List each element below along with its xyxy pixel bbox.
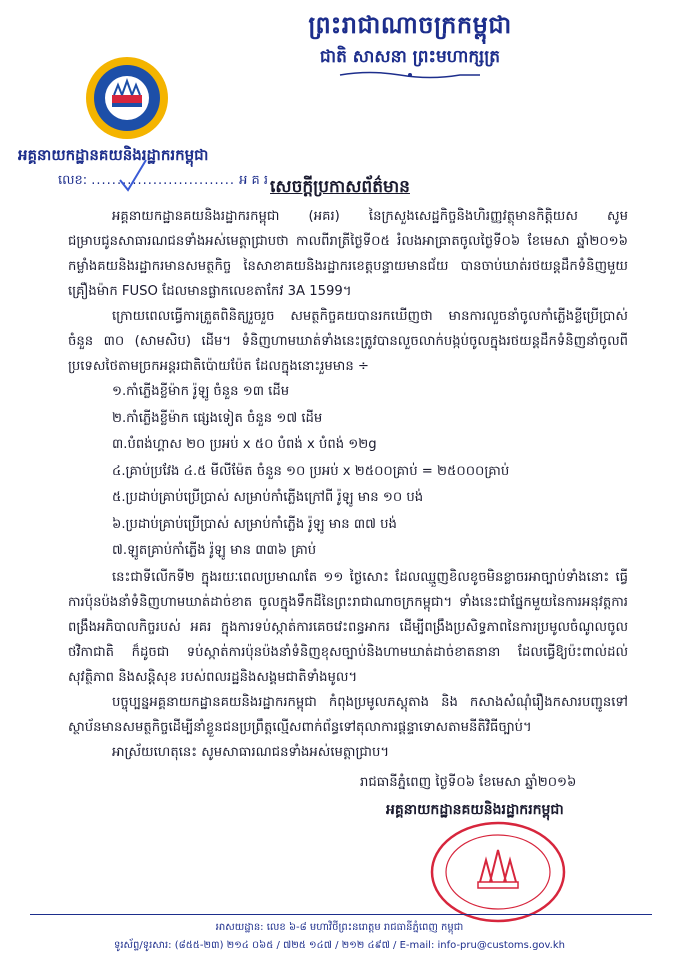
customs-logo xyxy=(84,55,170,141)
list-item: ៦.ប្រដាប់គ្រាប់ប្រើប្រាស់ សម្រាប់កាំភ្លើង រ៉ូឡូ មាន ៣៧ បង់ xyxy=(112,516,397,532)
document-body xyxy=(68,204,628,765)
organization-name: អគ្គនាយកដ្ឋានគយនិងរដ្ឋាករកម្ពុជា xyxy=(18,146,209,164)
paragraph-intro: អគ្គនាយកដ្ឋានគយនិងរដ្ឋាករកម្ពុជា (អគរ) នៃក្រសួងសេដ្ឋកិច្ចនិងហិរញ្ញវត្ថុមានកិត្តិយស សូមជម្រាបជូនសាធារណជនទាំងអស់មេត្តាជ្រាបថា កាលពីរាត្រីថ្ងៃទី០៥ រំលងអាធ្រាតចូលថ្ងៃទី០៦ ខែមេសា ឆ្នាំ២០១៦ កម្លាំងគយនិងរដ្ឋាករមានសមត្ថកិច្ច នៃសាខាគយនិងរដ្ឋាករខេត្តបន្ទាយមានជ័យ បានចាប់ឃាត់រថយន្តដឹកទំនិញមួយគ្រឿងម៉ាក FUSO ដែលមានផ្លាកលេខតាកែវ 3A 1599។ xyxy=(68,209,628,299)
ref-suffix: អ គ រ xyxy=(239,173,269,188)
place-and-date: រាជធានីភ្នំពេញ ថ្ងៃទី០៦ ខែមេសា ឆ្នាំ២០១៦ xyxy=(360,775,577,790)
paragraph-findings: ក្រោយពេលធ្វើការត្រួតពិនិត្យរួចរួច សមត្ថកិច្ចគយបានរកឃើញថា មានការលួចនាំចូលកាំភ្លើងខ្លីប្រើប្រាស់ចំនួន ៣០ (សាមសិប) ដើម។ ទំនិញហាមឃាត់ទាំងនេះត្រូវបានលួចលាក់បង្កប់ចូលក្នុងរថយន្តដឹកទំនិញនាំចូលពីប្រទេសថៃតាមច្រកអន្តរជាតិប៉ោយប៉ែត ដែលក្នុងនោះរួមមាន ÷ xyxy=(68,309,628,374)
national-motto: ជាតិ សាសនា ព្រះមហាក្សត្រ xyxy=(319,47,501,67)
list-item: ៤.គ្រាប់ប្រវែង ៤.៥ មីលីម៉ែត ចំនួន ១០ ប្រអប់ x ២៥០០គ្រាប់ = ២៥០០០គ្រាប់ xyxy=(112,463,510,479)
official-seal-icon xyxy=(428,820,568,924)
footer-address: អាសយដ្ឋាន: លេខ ៦-៨ មហាវិថីព្រះនរោត្តម រាជធានីភ្នំពេញ កម្ពុជា xyxy=(215,922,464,933)
ref-label: លេខ: xyxy=(58,173,88,188)
header-ornament xyxy=(330,70,490,80)
list-item: ៥.ប្រដាប់គ្រាប់ប្រើប្រាស់ សម្រាប់កាំភ្លើងក្រៅពី រ៉ូឡូ មាន ១០ បង់ xyxy=(112,490,424,505)
document-title: សេចក្តីប្រកាសព័ត៌មាន xyxy=(270,177,410,197)
paragraph-context: នេះជាទីលើកទី២ ក្នុងរយៈពេលប្រមាណតែ ១១ ថ្ងៃសោះ ដែលឈ្មួញខិលខូចមិនខ្លាចរអាច្បាប់ទាំងនោះ ធ្វើការប៉ុនប៉ងនាំទំនិញហាមឃាត់ដាច់ខាត ចូលក្នុងទឹកដីនៃព្រះរាជាណាចក្រកម្ពុជា។ ទាំងនេះជាផ្នែកមួយនៃការអនុវត្តការពង្រឹងអភិបាលកិច្ចរបស់ អគរ ក្នុងការទប់ស្កាត់ការគេចវេះពន្ធអាករ ដើម្បីពង្រឹងប្រសិទ្ធភាពនៃការប្រមូលចំណូលចូលថវិកាជាតិ ក៏ដូចជា ទប់ស្កាត់ការប៉ុនប៉ងនាំទំនិញខុសច្បាប់និងហាមឃាត់ដាច់ខាតនានា ដែលធ្វើឱ្យប៉ះពាល់ដល់ សុវត្ថិភាព និងសន្តិសុខ របស់ពលរដ្ឋនិងសង្គមជាតិទាំងមូល។ xyxy=(68,569,628,685)
check-mark-icon xyxy=(118,158,148,192)
signer-name: អគ្គនាយកដ្ឋានគយនិងរដ្ឋាករកម្ពុជា xyxy=(386,802,564,818)
seized-items-list xyxy=(68,379,628,565)
list-item: ៧.ឡូតគ្រាប់កាំភ្លើង រ៉ូឡូ មាន ៣៣៦ គ្រាប់ xyxy=(112,543,317,558)
footer-contact: ទូរស័ព្ទ/ទូរសារ: (៨៥៥-២៣) ២១៤ ០៦៥ / ៧២៥ ១៤៧ / ២១២ ៤៩៧ / E-mail: info-pru@customs.gov.kh xyxy=(114,940,565,951)
list-item: ១.កាំភ្លើងខ្លីម៉ាក រ៉ូឡូ ចំនួន ១៣ ដើម xyxy=(112,384,290,399)
kingdom-heading: ព្រះរាជាណាចក្រកម្ពុជា xyxy=(308,11,512,39)
ref-dots: ............................ xyxy=(91,173,235,188)
list-item: ២.កាំភ្លើងខ្លីម៉ាក ផ្សេងទៀត ចំនួន ១៧ ដើម xyxy=(112,410,323,426)
footer-divider xyxy=(30,914,652,915)
list-item: ៣.បំពង់ហ្គាស ២០ ប្រអប់ x ៥០ បំពង់ x បំពង់ ១២g xyxy=(112,437,377,452)
paragraph-action: បច្ចុប្បន្នអគ្គនាយកដ្ឋានគយនិងរដ្ឋាករកម្ពុជា កំពុងប្រមូលភស្តុតាង និង កសាងសំណុំរឿងកសារបញ្ជូនទៅស្ថាប័នមានសមត្ថកិច្ចដើម្បីនាំខ្លួនជនប្រព្រឹត្តល្មើសពាក់ព័ន្ធទៅតុលាការផ្តន្ទាទោសតាមនីតិវិធីច្បាប់។ xyxy=(68,694,628,735)
paragraph-closing: អាស្រ័យហេតុនេះ សូមសាធារណជនទាំងអស់មេត្តាជ្រាប។ xyxy=(112,744,390,760)
